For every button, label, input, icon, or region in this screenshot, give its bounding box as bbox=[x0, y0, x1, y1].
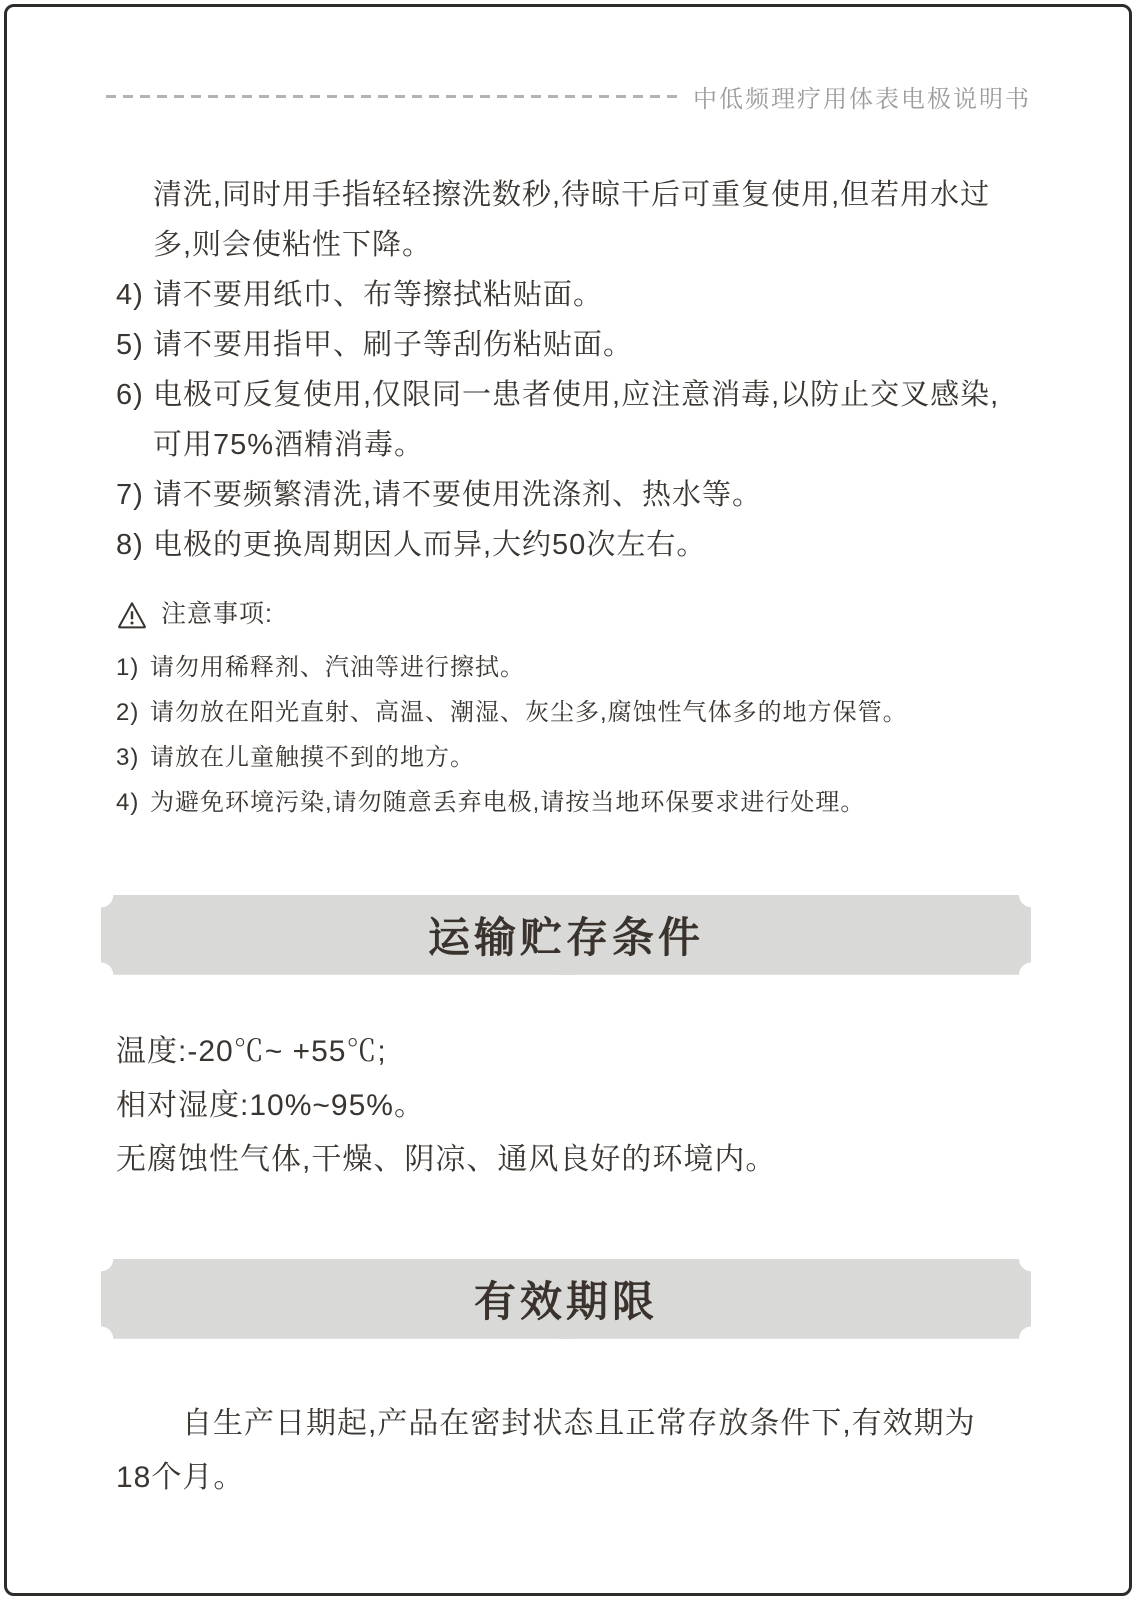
header-title: 中低频理疗用体表电极说明书 bbox=[693, 86, 1031, 113]
validity-section-banner bbox=[101, 1259, 1031, 1339]
item-text: 电极可反复使用,仅限同一患者使用,应注意消毒,以防止交叉感染,可用75%酒精消毒。 bbox=[153, 379, 1000, 461]
validity-paragraph: 自生产日期起,产品在密封状态且正常存放条件下,有效期为18个月。 bbox=[116, 1407, 976, 1494]
usage-continuation-text: 清洗,同时用手指轻轻擦洗数秒,待晾干后可重复使用,但若用水过多,则会使粘性下降。 bbox=[153, 179, 991, 261]
page-header bbox=[106, 79, 1031, 114]
item-text: 请放在儿童触摸不到的地方。 bbox=[150, 744, 475, 771]
item-number: 7) bbox=[116, 479, 144, 511]
manual-page bbox=[4, 4, 1132, 1596]
precautions-heading bbox=[116, 592, 1039, 637]
usage-item-6 bbox=[116, 370, 1039, 470]
item-text: 请不要用纸巾、布等擦拭粘贴面。 bbox=[153, 279, 604, 311]
item-number: 5) bbox=[116, 329, 144, 361]
precaution-item-1 bbox=[116, 645, 1039, 690]
precaution-item-3 bbox=[116, 735, 1039, 780]
item-number: 2) bbox=[116, 699, 140, 726]
item-text: 请不要频繁清洗,请不要使用洗涤剂、热水等。 bbox=[153, 479, 763, 511]
usage-item-4 bbox=[116, 270, 1039, 320]
validity-section bbox=[116, 1397, 1039, 1505]
item-text: 请不要用指甲、刷子等刮伤粘贴面。 bbox=[153, 329, 634, 361]
precaution-item-4 bbox=[116, 780, 1039, 825]
item-text: 电极的更换周期因人而异,大约50次左右。 bbox=[153, 529, 707, 561]
precaution-item-2 bbox=[116, 690, 1039, 735]
storage-conditions-section bbox=[116, 1025, 1039, 1187]
validity-section-title: 有效期限 bbox=[473, 1278, 658, 1325]
usage-item-5 bbox=[116, 320, 1039, 370]
storage-humidity-line: 相对湿度:10%~95%。 bbox=[116, 1089, 425, 1122]
item-number: 4) bbox=[116, 279, 144, 311]
precautions-section bbox=[116, 592, 1039, 825]
storage-section-banner bbox=[101, 895, 1031, 975]
item-text: 为避免环境污染,请勿随意丢弃电极,请按当地环保要求进行处理。 bbox=[150, 789, 866, 816]
usage-item-7 bbox=[116, 470, 1039, 520]
usage-item-8 bbox=[116, 520, 1039, 570]
warning-triangle-icon bbox=[116, 600, 148, 630]
storage-temperature-line: 温度:-20℃~ +55℃; bbox=[116, 1035, 387, 1068]
item-number: 4) bbox=[116, 789, 140, 816]
usage-instructions-section bbox=[116, 170, 1039, 570]
item-text: 请勿放在阳光直射、高温、潮湿、灰尘多,腐蚀性气体多的地方保管。 bbox=[150, 699, 908, 726]
storage-environment-line: 无腐蚀性气体,干燥、阴凉、通风良好的环境内。 bbox=[116, 1143, 777, 1176]
item-text: 请勿用稀释剂、汽油等进行擦拭。 bbox=[150, 654, 525, 681]
precautions-heading-label: 注意事项: bbox=[161, 600, 273, 628]
item-number: 3) bbox=[116, 744, 140, 771]
item-number: 8) bbox=[116, 529, 144, 561]
item-number: 1) bbox=[116, 654, 140, 681]
header-dash-rule bbox=[106, 95, 677, 98]
item-number: 6) bbox=[116, 379, 144, 411]
storage-section-title: 运输贮存条件 bbox=[427, 914, 704, 961]
page-content bbox=[7, 170, 1129, 1505]
